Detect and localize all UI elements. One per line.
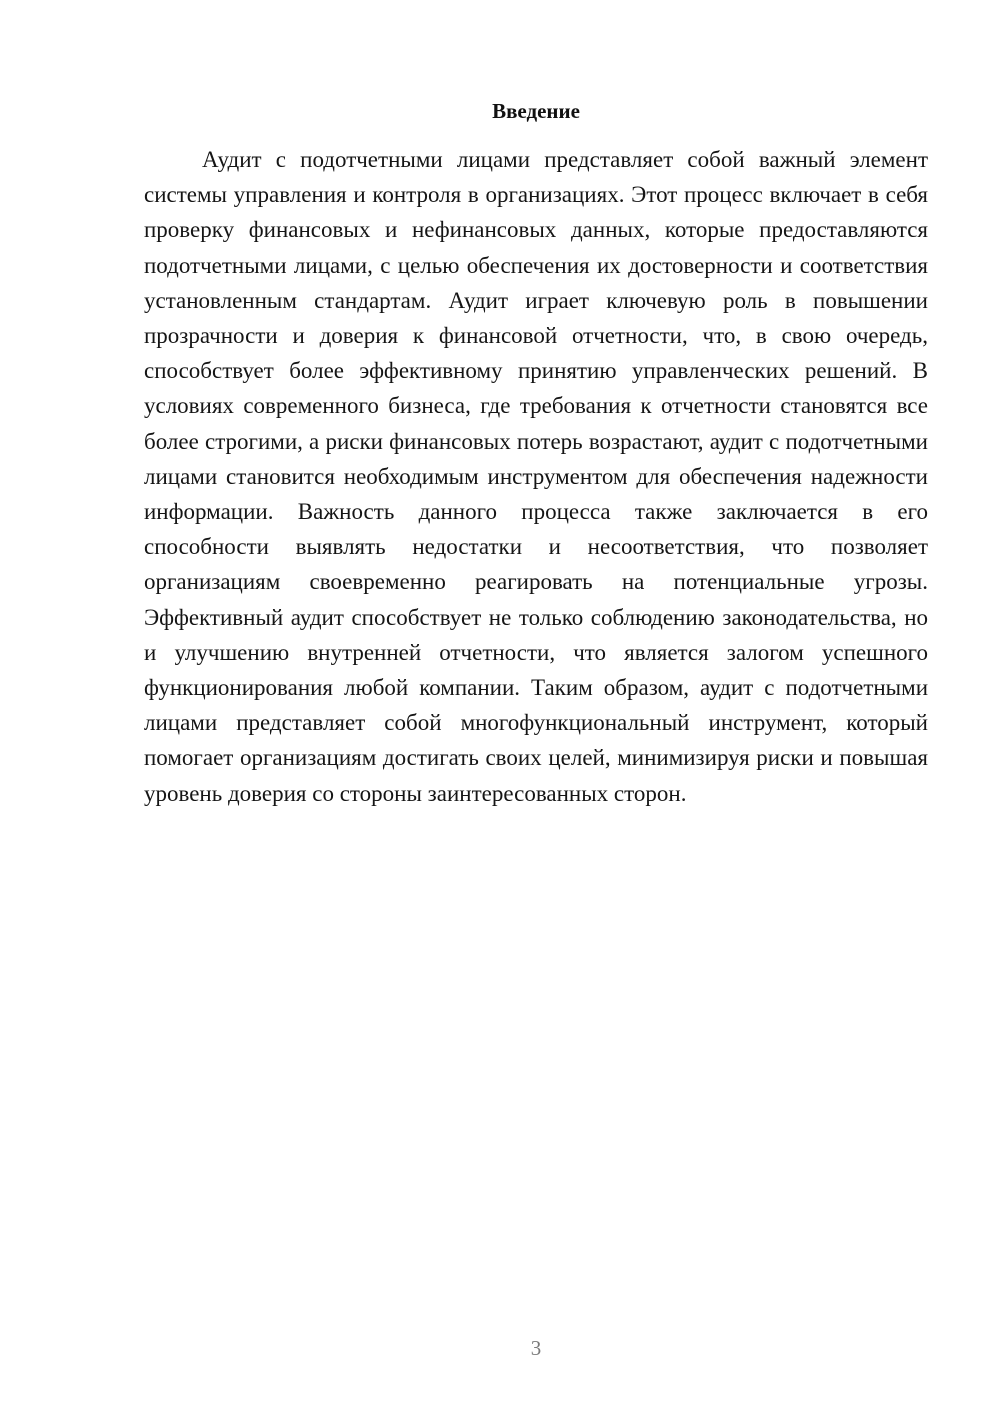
section-heading: Введение [492,99,580,123]
page-number: 3 [530,1336,542,1360]
body-paragraph: Аудит с подотчетными лицами представляет собой важный элемент системы управления и контроля в организациях. Этот процесс включает в себя проверку финансовых и нефинансовых данных, которые предоставляются подотчетными лицами, с целью обеспечения их достоверности и соответствия установленным стандартам. Аудит играет ключевую роль в повышении прозрачности и доверия к финансовой отчетности, что, в свою очередь, способствует более эффективному принятию управленческих решений. В условиях современного бизнеса, где требования к отчетности становятся все более строгими, а риски финансовых потерь возрастают, аудит с подотчетными лицами становится необходимым инструментом для обеспечения надежности информации. Важность данного процесса также заключается в его способности выявлять недостатки и несоответствия, что позволяет организациям своевременно реагировать на потенциальные угрозы. Эффективный аудит способствует не только соблюдению законодательства, но и улучшению внутренней отчетности, что является залогом успешного функционирования любой компании. Таким образом, аудит с подотчетными лицами представляет собой многофункциональный инструмент, который помогает организациям достигать своих целей, минимизируя риски и повышая уровень доверия со стороны заинтересованных сторон. [144,147,928,806]
